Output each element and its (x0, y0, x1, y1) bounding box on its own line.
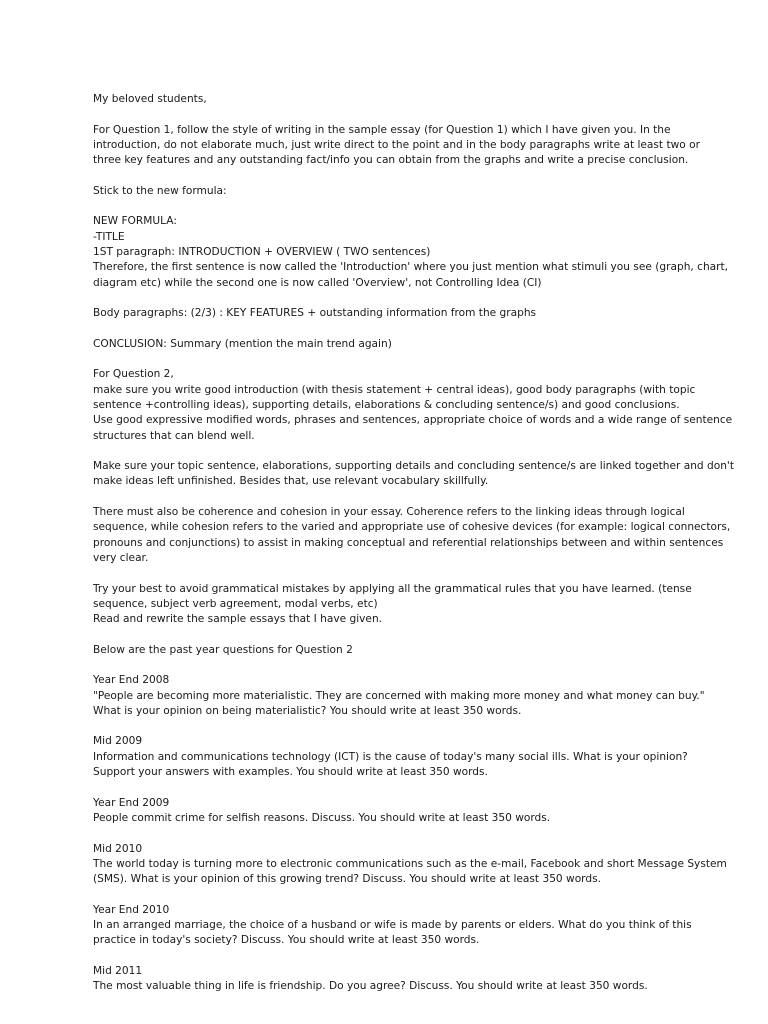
text-line: pronouns and conjunctions) to assist in making conceptual and referential relationships between and within sentences (93, 536, 724, 549)
text-line: practice in today's society? Discuss. You should write at least 350 words. (93, 934, 480, 947)
question-mid-2010 (93, 842, 727, 888)
text-line: What is your opinion on being materialistic? You should write at least 350 words. (93, 704, 522, 717)
question-year-end-2009 (93, 796, 693, 827)
text-line: make sure you write good introduction (with thesis statement + central ideas), good body paragraphs (with topic (93, 383, 696, 396)
text-line: introduction, do not elaborate much, just write direct to the point and in the body paragraphs write at least two or (93, 138, 700, 151)
text-line: -TITLE (93, 230, 125, 243)
text-line: In an arranged marriage, the choice of a husband or wife is made by parents or elders. What do you think of this (93, 919, 692, 932)
text-line: very clear. (93, 551, 149, 564)
paragraph-coherence-cohesion (93, 505, 731, 566)
paragraph-body-paragraphs (93, 306, 693, 321)
text-line: Make sure your topic sentence, elaborations, supporting details and concluding sentence/s are linked together and don't (93, 460, 734, 473)
paragraph-grammar (93, 582, 693, 628)
question-year-end-2010 (93, 903, 693, 949)
text-line: For Question 2, (93, 368, 174, 381)
text-line: The world today is turning more to electronic communications such as the e-mail, Facebook and short Message System (93, 857, 727, 870)
paragraph-question1-instructions (93, 123, 700, 169)
text-line: 1ST paragraph: INTRODUCTION + OVERVIEW ( TWO sentences) (93, 245, 431, 258)
text-line: Try your best to avoid grammatical mistakes by applying all the grammatical rules that you have learned. (tense (93, 582, 692, 595)
question-heading: Year End 2010 (93, 903, 170, 916)
text-line: Stick to the new formula: (93, 184, 227, 197)
text-line: sentence +controlling ideas), supporting details, elaborations & concluding sentence/s) and good conclusions. (93, 398, 680, 411)
question-heading: Mid 2010 (93, 842, 143, 855)
text-line: (SMS). What is your opinion of this growing trend? Discuss. You should write at least 350 words. (93, 873, 601, 886)
paragraph-new-formula (93, 214, 729, 290)
paragraph-greeting (93, 92, 693, 107)
text-line: CONCLUSION: Summary (mention the main trend again) (93, 337, 392, 350)
text-line: Below are the past year questions for Question 2 (93, 643, 353, 656)
question-mid-2011 (93, 964, 693, 995)
paragraph-topic-sentence (93, 459, 734, 490)
paragraph-conclusion (93, 337, 693, 352)
text-line: "People are becoming more materialistic. They are concerned with making more money and what money can buy." (93, 689, 705, 702)
text-line: Body paragraphs: (2/3) : KEY FEATURES + outstanding information from the graphs (93, 307, 537, 320)
text-line: three key features and any outstanding fact/info you can obtain from the graphs and write a precise conclusion. (93, 154, 689, 167)
text-line: make ideas left unfinished. Besides that, use relevant vocabulary skillfully. (93, 475, 489, 488)
paragraph-question2-instructions (93, 367, 733, 443)
text-line: Use good expressive modified words, phrases and sentences, appropriate choice of words and a wide range of sentence (93, 414, 733, 427)
text-line: Support your answers with examples. You should write at least 350 words. (93, 766, 488, 779)
paragraph-stick-to-formula (93, 184, 693, 199)
text-line: Information and communications technology (ICT) is the cause of today's many social ills. What is your opinion? (93, 750, 688, 763)
text-line: Therefore, the first sentence is now called the 'Introduction' where you just mention what stimuli you see (graph, chart, (93, 261, 729, 274)
text-line: structures that can blend well. (93, 429, 255, 442)
text-line: diagram etc) while the second one is now called 'Overview', not Controlling Idea (CI) (93, 276, 542, 289)
question-mid-2009 (93, 734, 693, 780)
document-page (93, 92, 734, 1010)
question-heading: Year End 2008 (93, 674, 170, 687)
text-line: For Question 1, follow the style of writing in the sample essay (for Question 1) which I have given you. In the (93, 123, 671, 136)
text-line: sequence, subject verb agreement, modal verbs, etc) (93, 597, 378, 610)
question-heading: Mid 2011 (93, 964, 143, 977)
text-line: Read and rewrite the sample essays that I have given. (93, 613, 383, 626)
question-heading: Mid 2009 (93, 735, 143, 748)
question-year-end-2008 (93, 673, 705, 719)
text-line: sequence, while cohesion refers to the varied and appropriate use of cohesive devices (for example: logical connectors, (93, 521, 731, 534)
text-line: There must also be coherence and cohesion in your essay. Coherence refers to the linking ideas through logical (93, 506, 685, 519)
text-line: The most valuable thing in life is friendship. Do you agree? Discuss. You should write at least 350 words. (93, 980, 648, 993)
paragraph-past-year-intro (93, 643, 693, 658)
question-heading: Year End 2009 (93, 796, 170, 809)
text-line: My beloved students, (93, 93, 207, 105)
text-line: People commit crime for selfish reasons. Discuss. You should write at least 350 words. (93, 811, 551, 824)
text-line: NEW FORMULA: (93, 215, 177, 228)
